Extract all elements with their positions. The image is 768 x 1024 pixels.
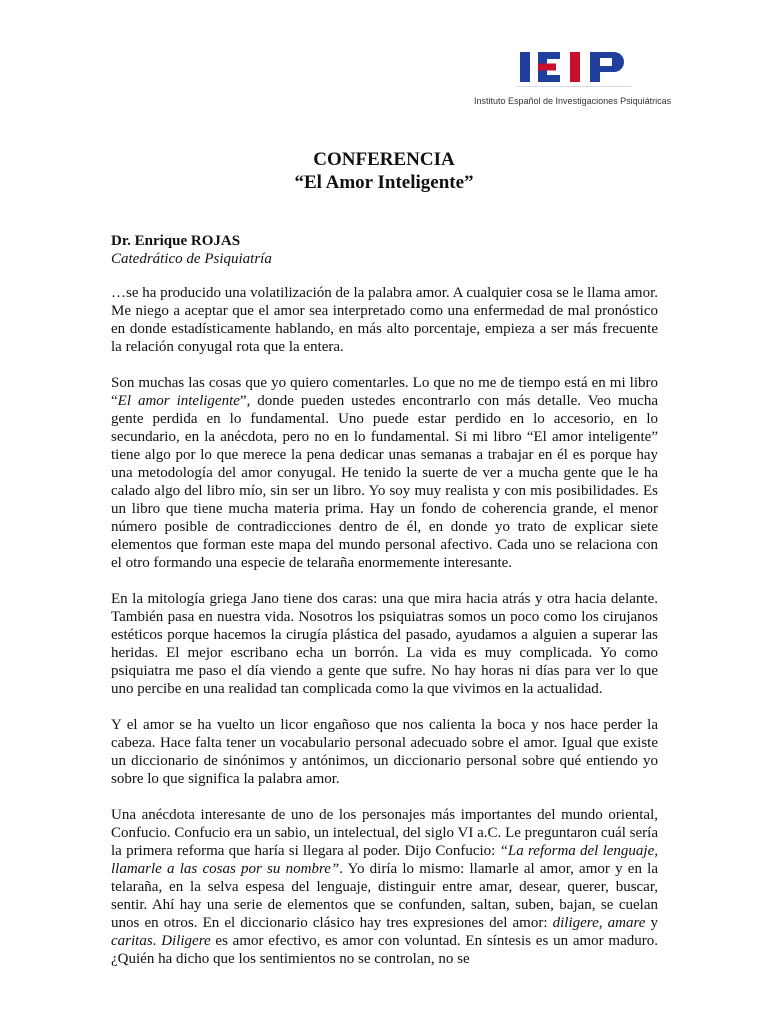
title-line-2: “El Amor Inteligente” [294,172,474,193]
text-run: Son muchas las cosas que yo quiero comentarles. Lo que no me de tiempo está en mi libro “ [111,375,658,409]
author-role: Catedrático de Psiquiatría [111,251,272,267]
document-body [111,284,658,986]
text-run: , [598,915,608,931]
author-name: Dr. Enrique ROJAS [111,233,241,249]
text-run: es amor efectivo, es amor con voluntad. En síntesis es un amor maduro. ¿Quién ha dicho que los sentimientos no se controlan, no se [111,933,659,967]
italic-text: diligere [552,915,599,931]
text-run: . [152,933,162,949]
text-run: . Yo diría lo mismo: llamarle al amor, amor y en la telaraña, en la selva espesa del lenguaje, distinguir entre amar, desear, querer, buscar, sentir. Ahí hay una serie de elementos que se confunden, saltan, suben, bajan, se cuelan unos en otros. En el diccionario clásico hay tres expresiones del amor: [111,861,658,931]
text-run: y [645,915,659,931]
title-line-1: CONFERENCIA [313,149,455,170]
text-run: …se ha producido una volatilización de la palabra amor. A cualquier cosa se le llama amor. Me niego a aceptar que el amor sea interpretado como una enfermedad de mal pronóstico en donde estadísticamente hablando, en más alto porcentaje, empieza a ser más frecuente la relación conyugal rota que la entera. [111,285,658,355]
text-run: ”, donde pueden ustedes encontrarlo con más detalle. Veo mucha gente perdida en lo fundamental. Uno puede estar perdido en lo accesorio, en lo secundario, en la anécdota, pero no en lo fundamental. Si mi libro “El amor inteligente” tiene algo por lo que merece la pena dedicar unas semanas a trabajar en él es porque hay una metodología del amor conyugal. He tenido la suerte de ver a mucha gente que le ha calado algo del libro mío, sin ser un libro. Yo soy muy realista y con mis posibilidades. Es un libro que tiene mucha materia prima. Hay un fondo de coherencia grande, el menor número posible de contradicciones dentro de él, en donde yo trato de explicar siete elementos que forman este mapa del mundo personal afectivo. Cada uno se relaciona con el otro formando una especie de telaraña enormemente interesante. [111,393,658,571]
paragraph [111,806,658,968]
paragraph [111,590,658,698]
paragraph [111,284,658,356]
text-run: Una anécdota interesante de uno de los personajes más importantes del mundo oriental, Confucio. Confucio era un sabio, un intelectual, del siglo VI a.C. Le preguntaron cuál sería la primera reforma que haría si llegara al poder. Dijo Confucio: [111,807,658,859]
italic-text: amare [607,915,646,931]
text-run: En la mitología griega Jano tiene dos caras: una que mira hacia atrás y otra hacia delante. También pasa en nuestra vida. Nosotros los psiquiatras somos un poco como los cirujanos estéticos porque hacemos la cirugía plástica del pasado, ayudamos a alguien a superar las heridas. El mejor escribano echa un borrón. La vida es muy complicada. Yo como psiquiatra me paso el día viendo a gente que sufre. No hay horas ni días para ver lo que uno percibe en una realidad tan complicada como la que vivimos en la actualidad. [111,591,658,697]
paragraph [111,374,658,572]
institute-name: Instituto Español de Investigaciones Psiquiátricas [474,96,672,106]
institute-logo [474,40,674,110]
author-block [111,232,272,268]
italic-text: Diligere [161,933,211,949]
paragraph [111,716,658,788]
ieip-logo-icon [516,42,632,92]
italic-text: “La reforma del lenguaje, llamarle a las cosas por su nombre” [111,843,658,877]
italic-text: El amor inteligente [117,393,240,409]
document-title [0,148,768,194]
italic-text: caritas [111,933,153,949]
text-run: Y el amor se ha vuelto un licor engañoso que nos calienta la boca y nos hace perder la cabeza. Hace falta tener un vocabulario personal adecuado sobre el amor. Igual que existe un diccionario de sinónimos y antónimos, un diccionario personal sobre qué entiendo yo sobre lo que significa la palabra amor. [111,717,658,787]
